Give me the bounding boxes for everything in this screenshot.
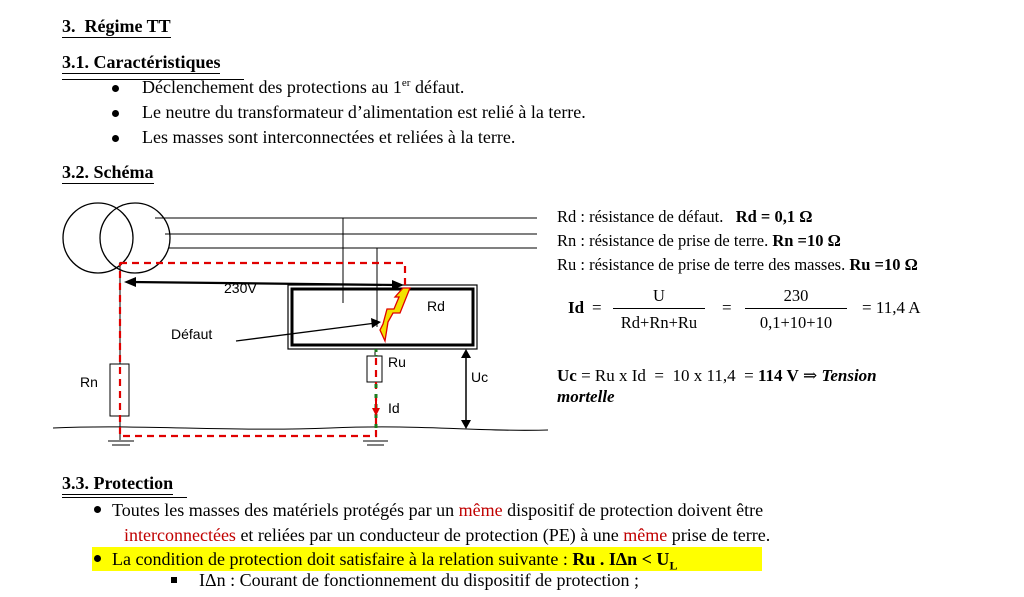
legend-rn: Rn : résistance de prise de terre. Rn =10 Ω bbox=[557, 231, 841, 250]
bullet-dot bbox=[94, 506, 101, 513]
characteristics-bullet-3: Les masses sont interconnectées et reliées à la terre. bbox=[142, 127, 515, 148]
uc-formula: Uc = Ru x Id = 10 x 11,4 = 114 V ⇒ Tension bbox=[557, 366, 877, 385]
uc-conclusion: mortelle bbox=[557, 387, 615, 406]
characteristics-bullet-1: Déclenchement des protections au 1er défaut. bbox=[142, 77, 464, 98]
id-label: Id bbox=[568, 298, 585, 317]
protection-heading: 3.3. Protection bbox=[62, 473, 174, 493]
label-ru: Ru bbox=[388, 354, 406, 370]
schema-heading: 3.2. Schéma bbox=[62, 162, 154, 182]
fraction-bar bbox=[745, 308, 847, 309]
label-rd: Rd bbox=[427, 298, 445, 314]
id-numerator-2: 230 bbox=[783, 286, 809, 305]
characteristics-bullet-2: Le neutre du transformateur d’alimentation est relié à la terre. bbox=[142, 102, 586, 123]
protection-sub-bullet: IΔn : Courant de fonctionnement du dispositif de protection ; bbox=[199, 570, 639, 590]
defaut-pointer bbox=[236, 323, 376, 341]
id-eq-2: = bbox=[722, 298, 732, 317]
id-result: = 11,4 A bbox=[862, 298, 921, 317]
ru-resistor bbox=[367, 356, 382, 382]
id-numerator-1: U bbox=[653, 286, 665, 305]
protection-bullet-1: Toutes les masses des matériels protégés par un même dispositif de protection doivent être bbox=[112, 498, 958, 523]
section-title: 3. Régime TT bbox=[62, 16, 171, 36]
tt-schema-diagram bbox=[0, 0, 560, 460]
bullet-dot bbox=[94, 555, 101, 562]
protection-bullet-2: La condition de protection doit satisfaire à la relation suivante : Ru . $I\Delta n < U_L$ bbox=[112, 547, 677, 578]
id-denominator-1: Rd+Rn+Ru bbox=[620, 313, 698, 332]
square-bullet bbox=[171, 577, 177, 583]
label-uc: Uc bbox=[471, 369, 489, 385]
legend-ru: Ru : résistance de prise de terre des masses. Ru =10 Ω bbox=[557, 255, 918, 274]
id-eq: = bbox=[592, 298, 602, 317]
label-230v: 230V bbox=[224, 280, 257, 296]
id-denominator-2: 0,1+10+10 bbox=[759, 313, 833, 332]
voltage-arrow-230v bbox=[131, 282, 396, 285]
label-rn: Rn bbox=[80, 374, 98, 390]
label-id: Id bbox=[388, 400, 400, 416]
fraction-bar bbox=[613, 308, 705, 309]
earth-line bbox=[53, 427, 548, 430]
label-defaut: Défaut bbox=[171, 326, 213, 342]
equipment-enclosure-outer bbox=[288, 285, 477, 349]
fault-lightning-icon bbox=[380, 288, 410, 341]
legend-rd: Rd : résistance de défaut. Rd = 0,1 Ω bbox=[557, 207, 813, 226]
protection-bullet-1-continued: interconnectées et reliées par un conducteur de protection (PE) à une même prise de terre. bbox=[124, 525, 771, 545]
characteristics-heading: 3.1. Caractéristiques bbox=[62, 52, 221, 72]
